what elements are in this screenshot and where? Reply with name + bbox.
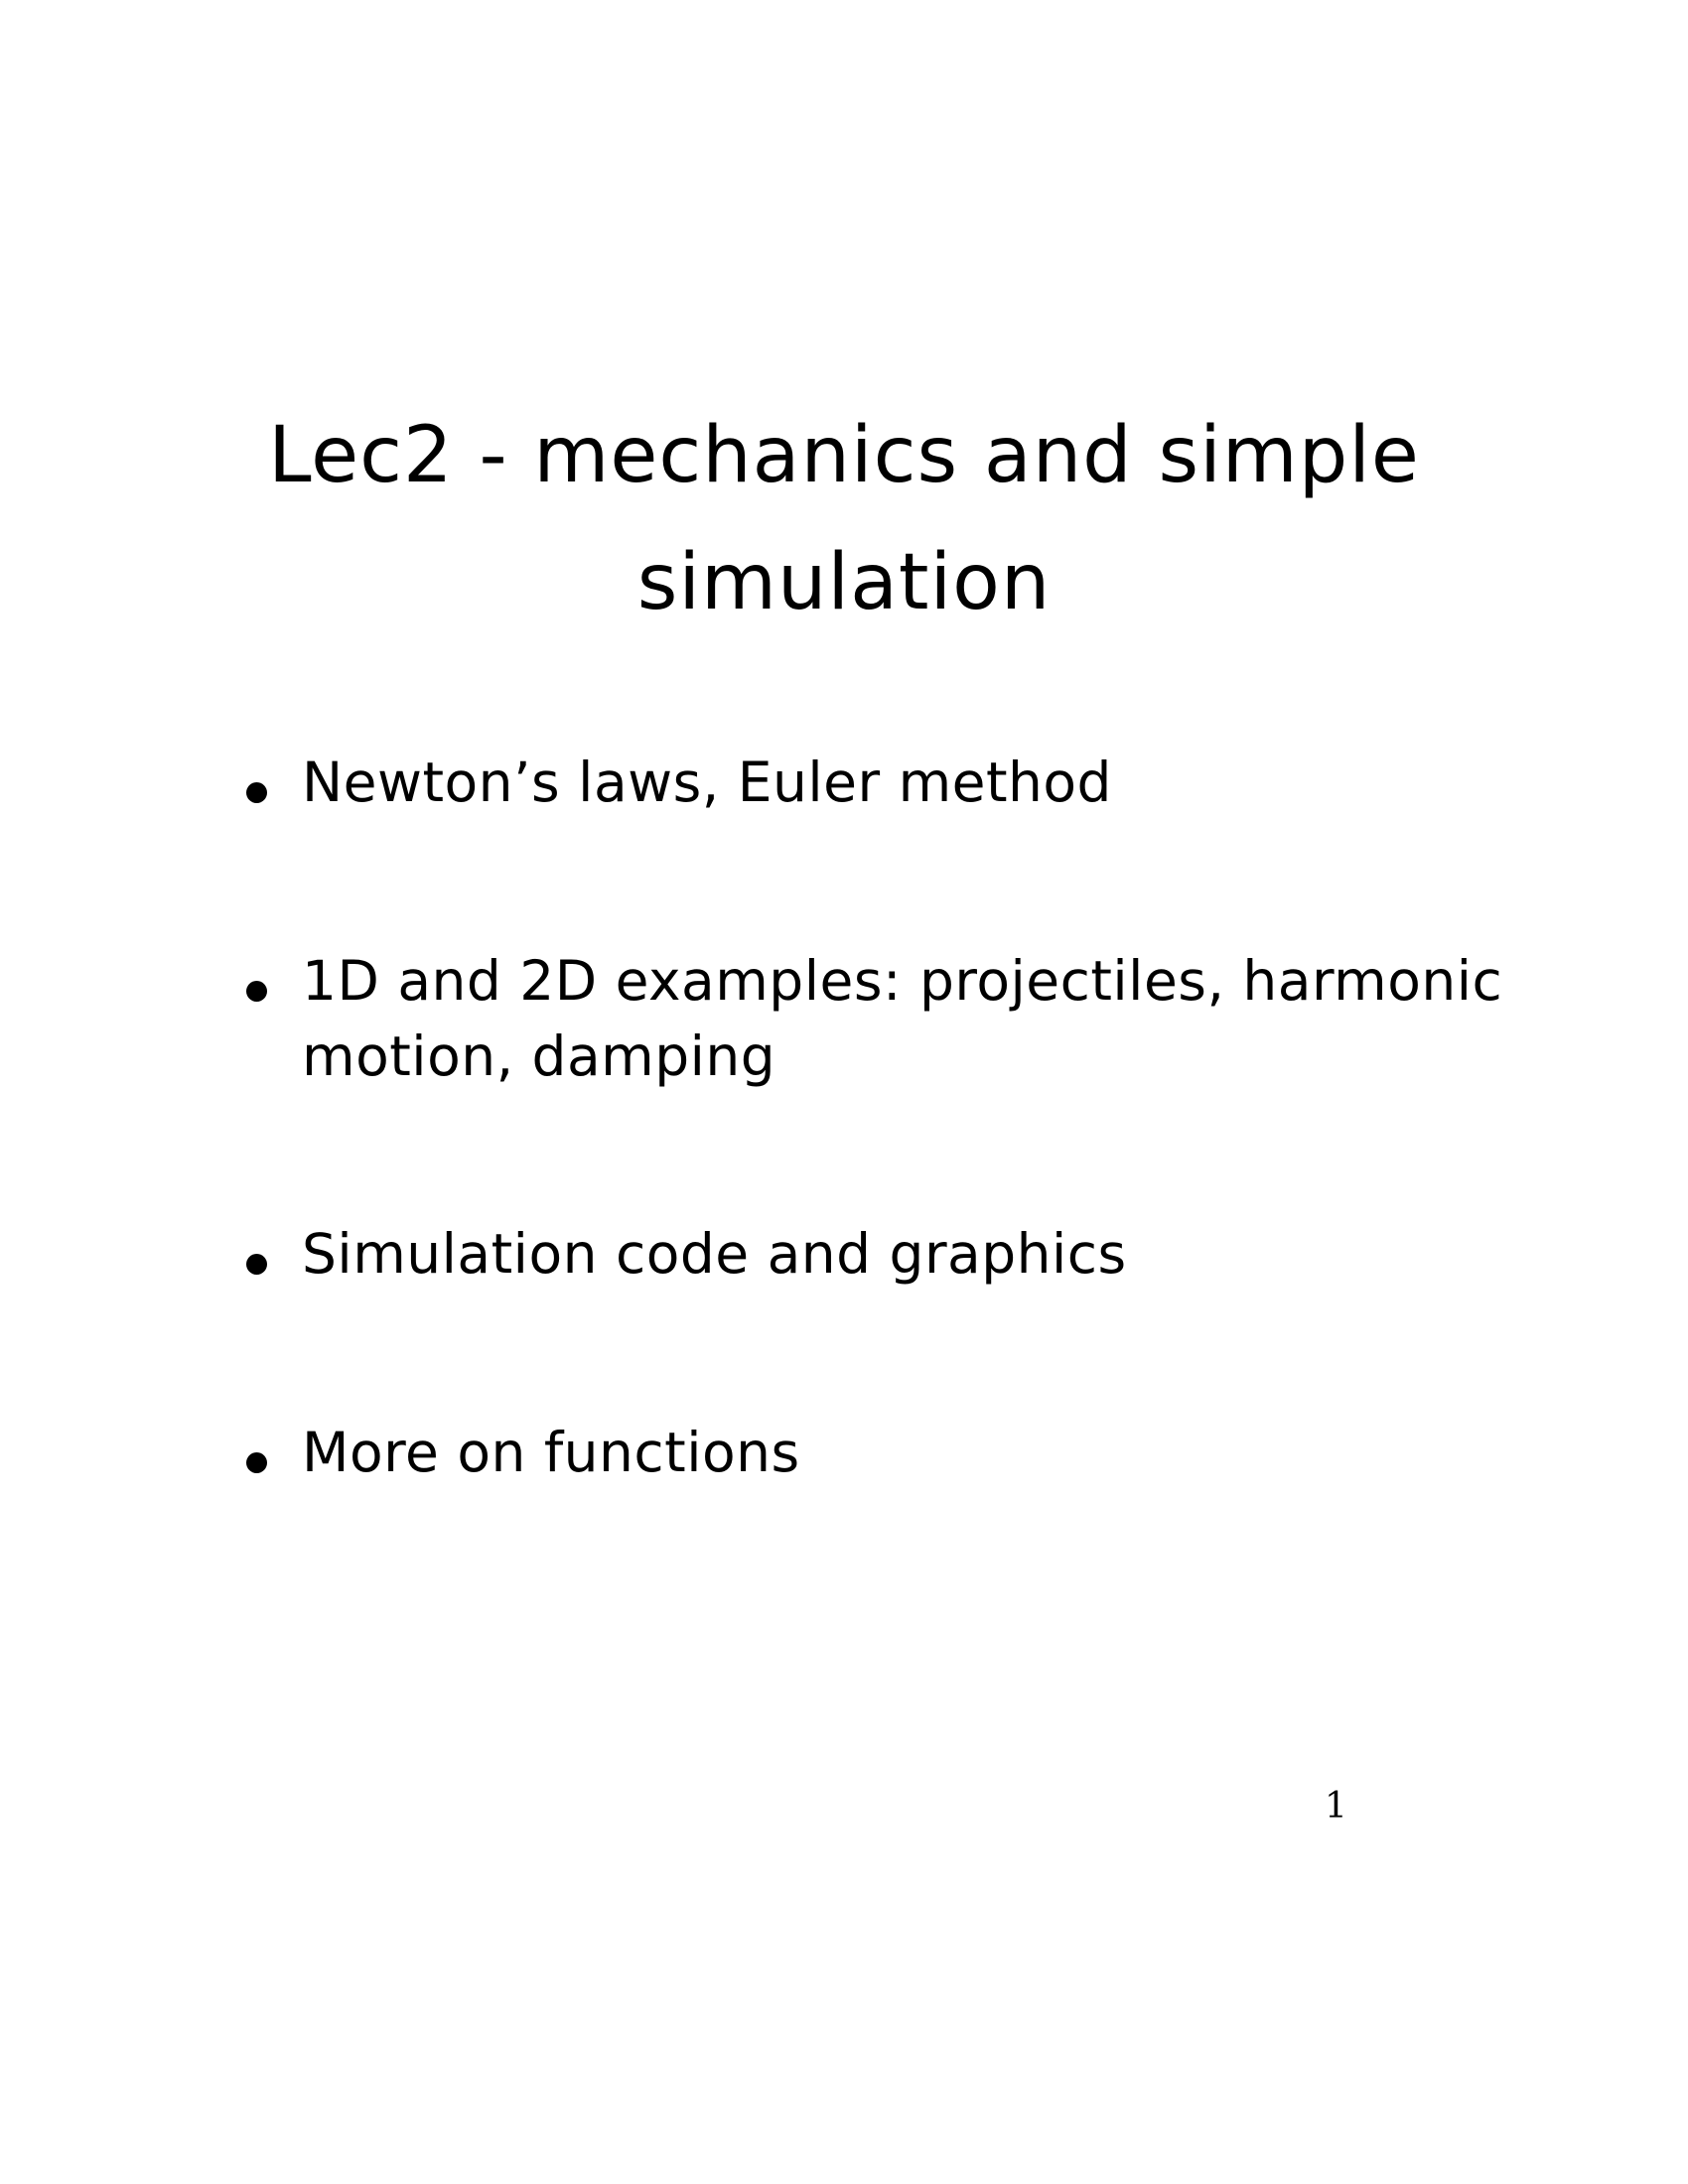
bullet-text-continued: motion, damping xyxy=(302,1024,776,1088)
slide-title xyxy=(199,392,1489,646)
bullet-dot-icon xyxy=(246,782,267,803)
bullet-text: Newton’s laws, Euler method xyxy=(302,751,1112,814)
bullet-item xyxy=(246,1216,1127,1292)
bullet-text: Simulation code and graphics xyxy=(302,1222,1127,1286)
bullet-item xyxy=(246,1415,800,1490)
slide-title-line-1: Lec2 - mechanics and simple xyxy=(268,411,1420,500)
bullet-text: 1D and 2D examples: projectiles, harmonic xyxy=(302,949,1503,1013)
bullet-dot-icon xyxy=(246,1452,267,1473)
bullet-item xyxy=(246,745,1112,820)
page-number: 1 xyxy=(1325,1786,1347,1827)
bullet-dot-icon xyxy=(246,981,267,1002)
bullet-item xyxy=(246,943,1502,1094)
bullet-dot-icon xyxy=(246,1254,267,1275)
bullet-text: More on functions xyxy=(302,1421,800,1484)
slide-title-line-2: simulation xyxy=(636,538,1052,627)
